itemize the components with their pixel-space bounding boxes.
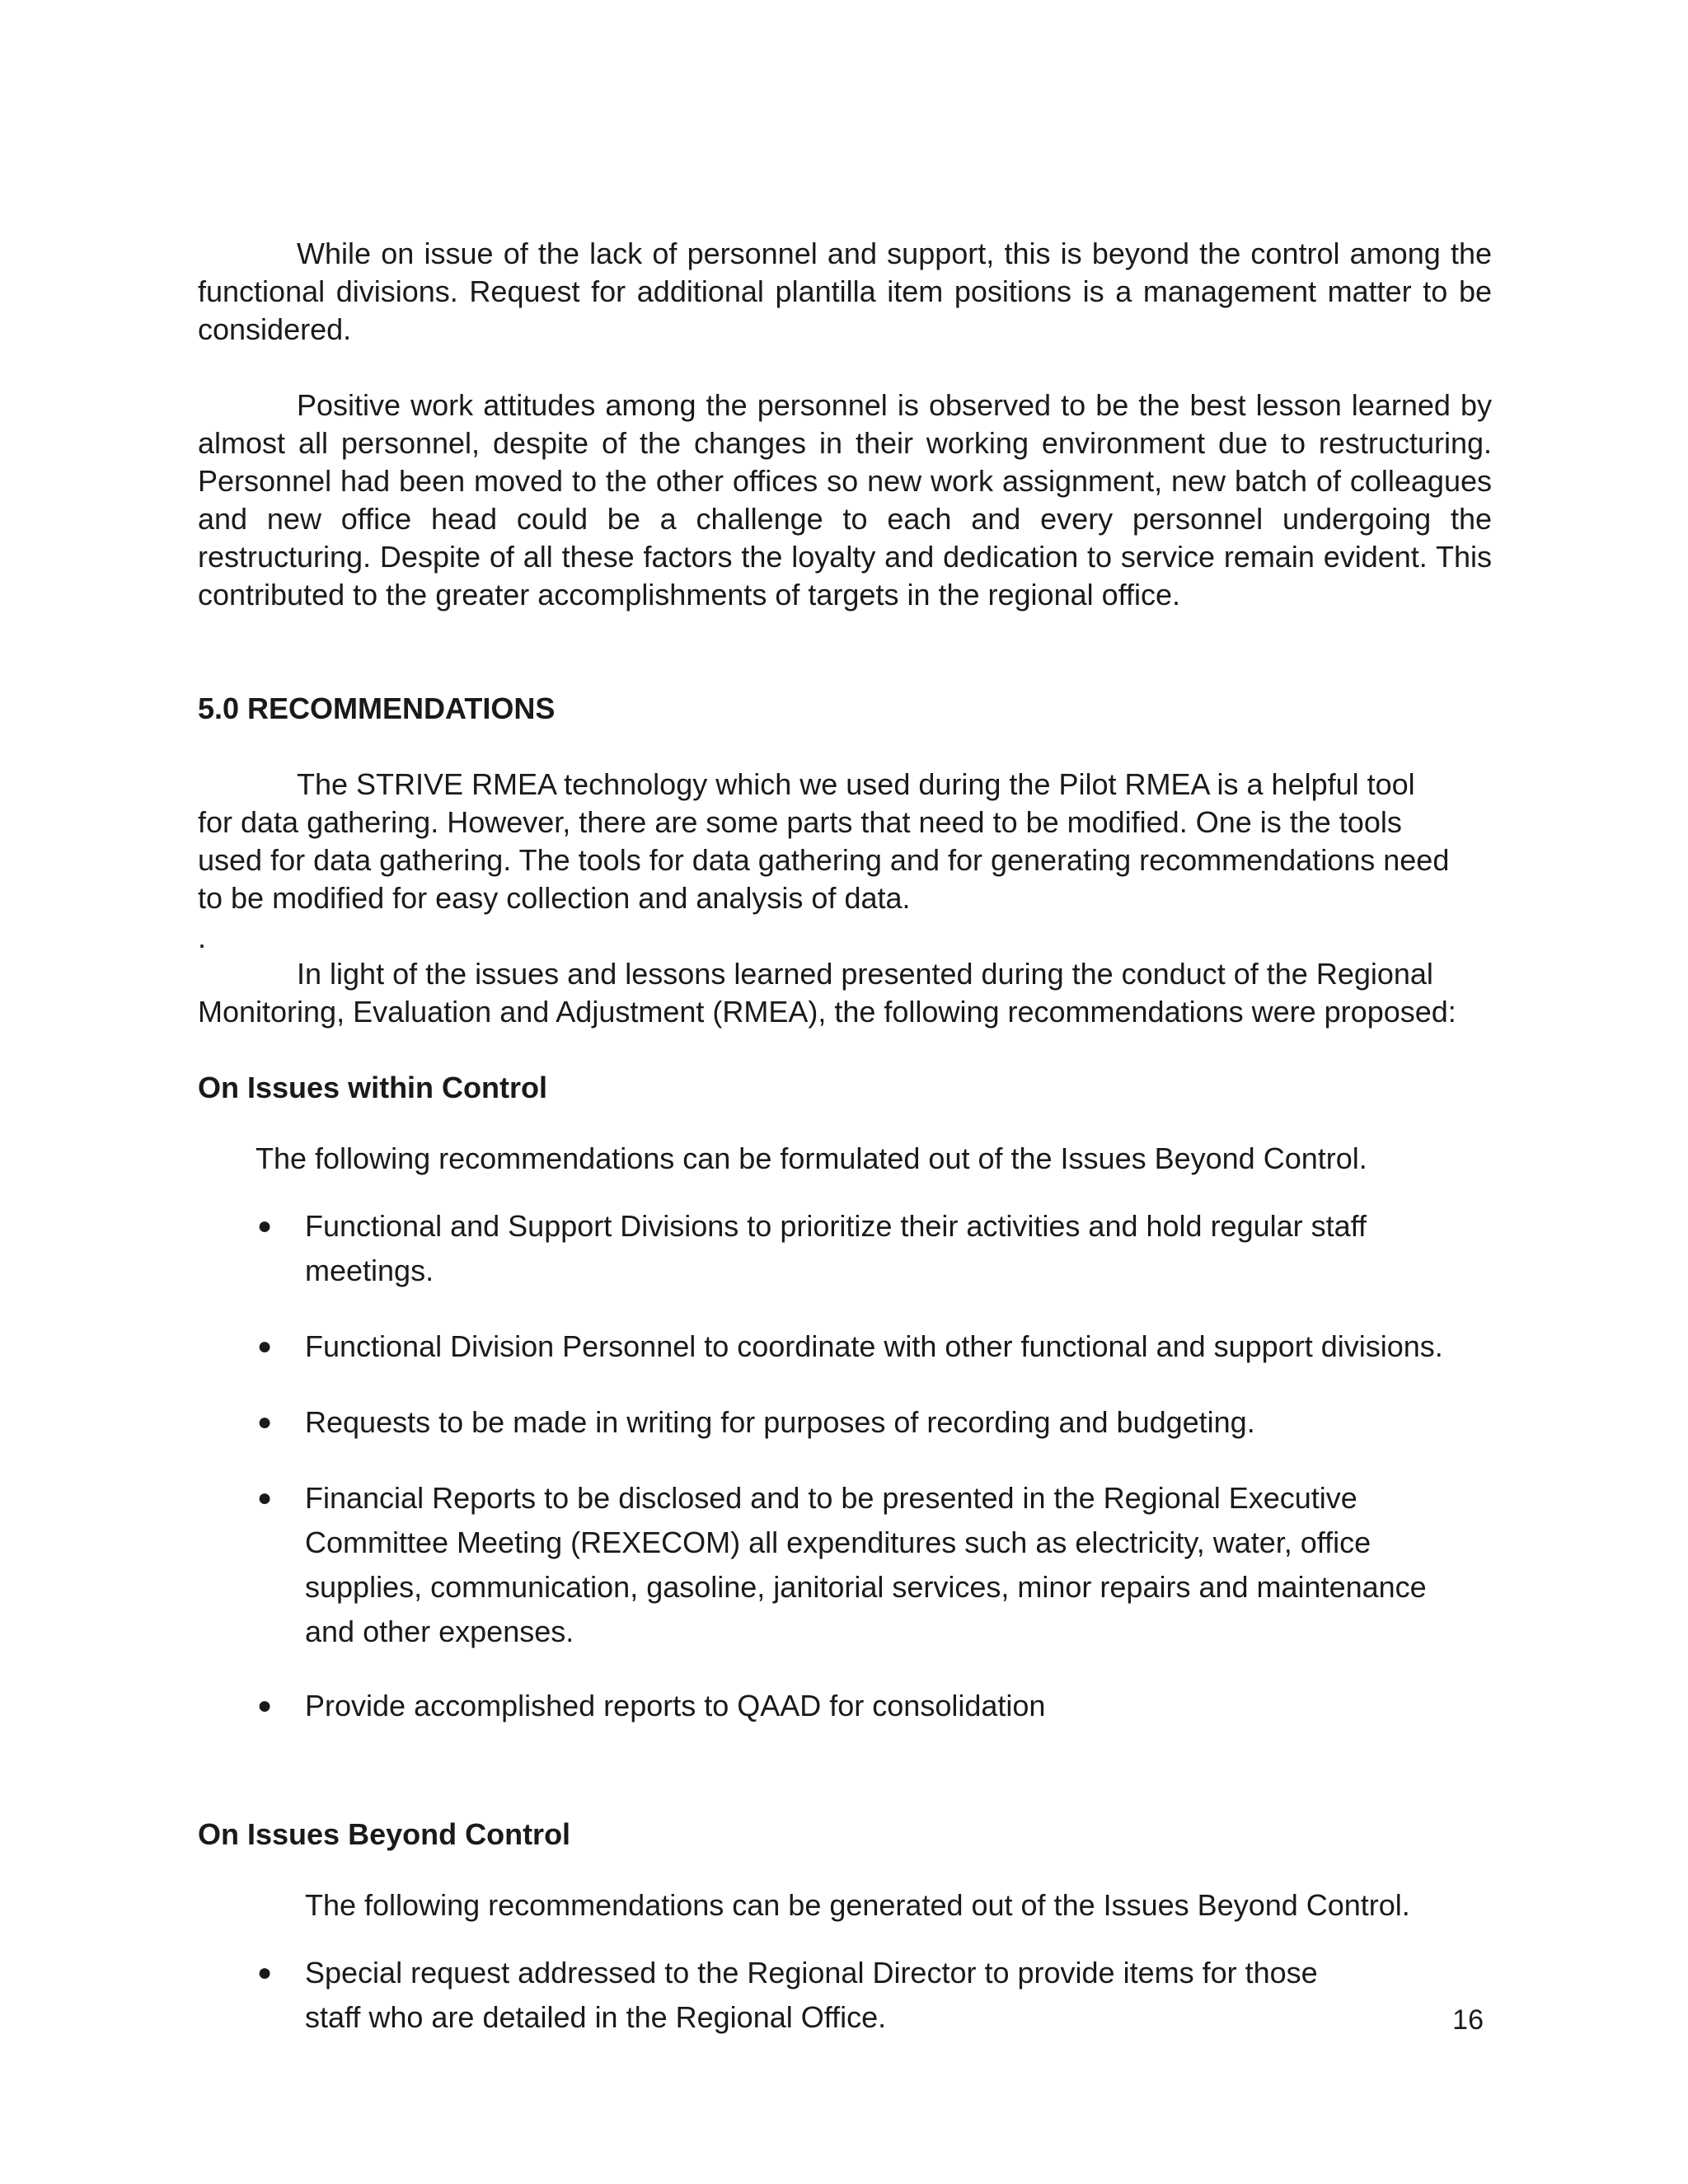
document-page bbox=[198, 235, 1492, 2040]
list-item bbox=[198, 1951, 1492, 2040]
bullet-icon: ● bbox=[257, 1692, 273, 1719]
bullet-icon: ● bbox=[257, 1408, 273, 1436]
list-item bbox=[198, 1324, 1492, 1369]
list-item-text: Functional Division Personnel to coordinate with other functional and support divisions. bbox=[305, 1329, 1443, 1363]
list-item bbox=[198, 1400, 1492, 1445]
page-number: 16 bbox=[1452, 2004, 1484, 2036]
paragraph-work-attitudes: Positive work attitudes among the personnel is observed to be the best lesson learned by almost all personnel, despite of the changes in their working environment due to restructuring. Personnel had been moved to the other offices so new work assignment, new batch of colleagues and new office head could be a challenge to each and every personnel undergoing the restructuring. Despite of all these factors the loyalty and dedication to service remain evident. This contributed to the greater accomplishments of targets in the regional office. bbox=[198, 388, 1492, 612]
bullet-icon: ● bbox=[257, 1333, 273, 1360]
list-item-text: Special request addressed to the Regional Director to provide items for those staff who are detailed in the Regional Office. bbox=[305, 1956, 1318, 2034]
list-item-text: Financial Reports to be disclosed and to be presented in the Regional Executive Committee Meeting (REXECOM) all expenditures such as electricity, water, office supplies, communication, gasoline, janitorial services, minor repairs and maintenance and other expenses. bbox=[305, 1481, 1427, 1648]
section-heading-recommendations: 5.0 RECOMMENDATIONS bbox=[198, 691, 556, 725]
list-item bbox=[198, 1476, 1492, 1654]
paragraph-recommendations-intro: In light of the issues and lessons learned presented during the conduct of the Regional Monitoring, Evaluation and Adjustment (RMEA), the following recommendations were proposed: bbox=[198, 957, 1456, 1029]
bullet-icon: ● bbox=[257, 1484, 273, 1511]
bullet-icon: ● bbox=[257, 1212, 273, 1240]
list-item bbox=[198, 1684, 1492, 1728]
within-control-list bbox=[198, 1204, 1492, 1728]
list-item-text: Provide accomplished reports to QAAD for consolidation bbox=[305, 1689, 1046, 1722]
subheading-within-control: On Issues within Control bbox=[198, 1071, 548, 1104]
list-item-text: Requests to be made in writing for purposes of recording and budgeting. bbox=[305, 1405, 1255, 1439]
within-control-intro: The following recommendations can be formulated out of the Issues Beyond Control. bbox=[256, 1141, 1367, 1175]
beyond-control-intro: The following recommendations can be generated out of the Issues Beyond Control. bbox=[305, 1888, 1410, 1922]
beyond-control-list bbox=[198, 1951, 1492, 2040]
list-item-text: Functional and Support Divisions to prioritize their activities and hold regular staff meetings. bbox=[305, 1209, 1367, 1287]
paragraph-strive-rmea: The STRIVE RMEA technology which we used during the Pilot RMEA is a helpful tool for data gathering. However, there are some parts that need to be modified. One is the tools used for data gathering. The tools for data gathering and for generating recommendations need to be modified for easy collection and analysis of data. bbox=[198, 767, 1450, 915]
list-item bbox=[198, 1204, 1492, 1293]
stray-dot: . bbox=[198, 921, 207, 954]
subheading-beyond-control: On Issues Beyond Control bbox=[198, 1817, 571, 1851]
bullet-icon: ● bbox=[257, 1959, 273, 1986]
paragraph-personnel-support: While on issue of the lack of personnel and support, this is beyond the control among the functional divisions. Request for additional plantilla item positions is a management matter to be considered. bbox=[198, 237, 1492, 346]
